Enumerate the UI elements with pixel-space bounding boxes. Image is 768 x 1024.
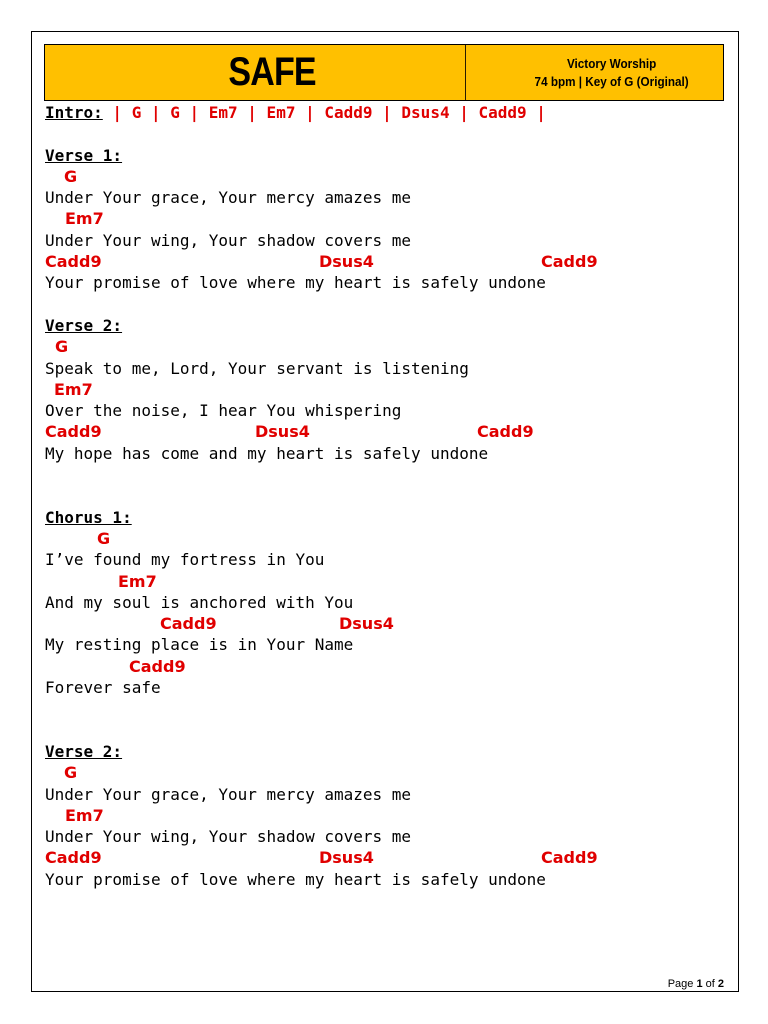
total-pages: 2 [717,978,724,990]
chord-line [45,166,725,187]
chord: G [97,528,111,548]
lyric-line: Speak to me, Lord, Your servant is listening [45,358,469,378]
chorus-1-label: Chorus 1: [45,507,132,527]
chord: Em7 [118,571,157,591]
lyric-line: Your promise of love where my heart is safely undone [45,869,546,889]
verse-2-label: Verse 2: [45,315,123,335]
song-info [500,45,723,100]
intro-line [45,102,725,123]
page-number: Page 1 of 2 [667,978,724,990]
chord: Dsus4 [319,848,374,868]
chord-line [45,251,725,272]
chord: Cadd9 [160,614,217,634]
chord: Em7 [65,805,104,825]
lyric-line: Under Your grace, Your mercy amazes me [45,784,412,804]
chord: G [64,166,78,186]
chord: Dsus4 [255,422,310,442]
chord: Cadd9 [541,848,598,868]
lyric-line: And my soul is anchored with You [45,592,354,612]
chord-line [45,762,725,783]
lyric-line: Over the noise, I hear You whispering [45,401,402,421]
chord: Cadd9 [477,422,534,442]
chord: G [55,337,69,357]
chord: Dsus4 [319,252,374,272]
chord: Em7 [65,209,104,229]
chord: Cadd9 [45,848,102,868]
artist-name: Victory Worship [566,55,657,71]
lyric-line: Under Your grace, Your mercy amazes me [45,188,412,208]
lyric-line: Forever safe [45,678,161,698]
chord-sheet [45,102,725,890]
lyric-line: Under Your wing, Your shadow covers me [45,827,412,847]
chord-line [45,528,725,549]
intro-label: Intro: [45,103,103,122]
intro-chords: | G | G | Em7 | Em7 | Cadd9 | Dsus4 | Cadd9 | [102,103,546,122]
chord-line [45,656,725,677]
lyric-line: Your promise of love where my heart is safely undone [45,273,546,293]
lyric-line: My hope has come and my heart is safely undone [45,443,489,463]
lyric-line: My resting place is in Your Name [45,635,354,655]
chord: Em7 [54,379,93,399]
chord-line [45,805,725,826]
chord: Dsus4 [339,614,394,634]
current-page: 1 [696,978,703,990]
chord-line [45,379,725,400]
lyric-line: Under Your wing, Your shadow covers me [45,230,412,250]
chord-line [45,421,725,442]
chord-line [45,847,725,868]
song-header [44,44,724,101]
chord-line [45,571,725,592]
chord: Cadd9 [129,656,186,676]
chord: Cadd9 [541,252,598,272]
verse-3-label: Verse 2: [45,741,123,761]
tempo-key: 74 bpm | Key of G (Original) [534,73,689,89]
song-title: SAFE [79,45,466,100]
chord-line [45,613,725,634]
chord-line [45,208,725,229]
chord: Cadd9 [45,422,102,442]
lyric-line: I’ve found my fortress in You [45,550,325,570]
chord: Cadd9 [45,252,102,272]
verse-1-label: Verse 1: [45,145,123,165]
chord-line [45,336,725,357]
chord: G [64,763,78,783]
